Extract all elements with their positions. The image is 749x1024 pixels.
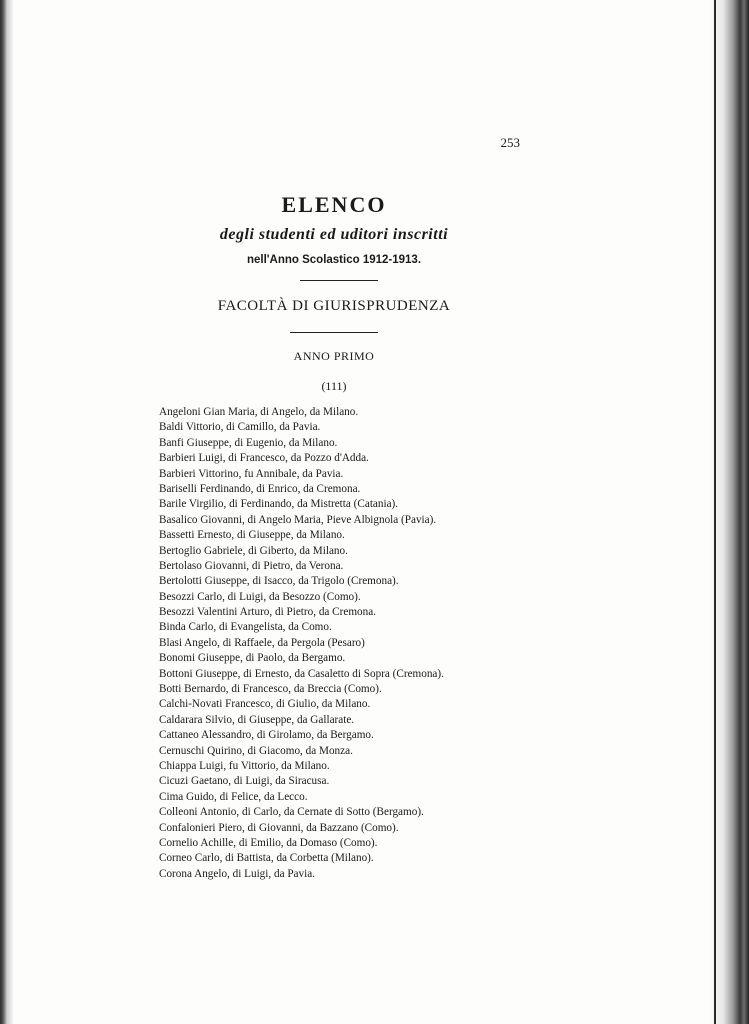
- student-entry: Bertolotti Giuseppe, di Isacco, da Trigolo (Cremona).: [159, 575, 399, 588]
- divider-rule-top: [300, 280, 378, 281]
- student-entry: Banfi Giuseppe, di Eugenio, da Milano.: [159, 436, 338, 449]
- student-entry: Chiappa Luigi, fu Vittorio, da Milano.: [159, 759, 330, 772]
- page-right-fold-line: [714, 0, 716, 1024]
- student-entry: Cattaneo Alessandro, di Girolamo, da Bergamo.: [159, 729, 374, 742]
- student-entry: Blasi Angelo, di Raffaele, da Pergola (Pesaro): [159, 636, 365, 649]
- student-count: (111): [321, 379, 347, 393]
- student-entry: Caldarara Silvio, di Giuseppe, da Gallarate.: [159, 713, 355, 726]
- student-entry: Confalonieri Piero, di Giovanni, da Bazzano (Como).: [159, 821, 399, 834]
- student-entry: Angeloni Gian Maria, di Angelo, da Milano.: [159, 406, 359, 418]
- student-entry: Calchi-Novati Francesco, di Giulio, da Milano.: [159, 698, 371, 711]
- student-entry: Baldi Vittorio, di Camillo, da Pavia.: [159, 421, 321, 434]
- student-entry: Barbieri Vittorino, fu Annibale, da Pavia.: [159, 467, 344, 480]
- page-number: 253: [500, 135, 520, 150]
- student-entry: Binda Carlo, di Evangelista, da Como.: [159, 621, 332, 634]
- student-entry: Botti Bernardo, di Francesco, da Breccia (Como).: [159, 683, 382, 696]
- student-entry: Cernuschi Quirino, di Giacomo, da Monza.: [159, 744, 353, 757]
- academic-year-line: nell'Anno Scolastico 1912-1913.: [246, 254, 422, 266]
- student-entry: Bonomi Giuseppe, di Paolo, da Bergamo.: [159, 652, 346, 665]
- student-entry: Colleoni Antonio, di Carlo, da Cernate di Sotto (Bergamo).: [159, 806, 424, 819]
- page-subtitle: degli studenti ed uditori inscritti: [219, 226, 449, 243]
- student-entry: Bertoglio Gabriele, di Giberto, da Milano.: [159, 544, 348, 557]
- divider-rule-bottom: [290, 332, 378, 333]
- page-left-edge-shadow: [0, 0, 14, 1024]
- student-entry: Bertolaso Giovanni, di Pietro, da Verona.: [159, 559, 344, 572]
- student-entry: Besozzi Carlo, di Luigi, da Besozzo (Como).: [159, 590, 361, 603]
- page-title: ELENCO: [281, 192, 387, 217]
- student-entry: Besozzi Valentini Arturo, di Pietro, da Cremona.: [159, 606, 376, 619]
- student-entry: Cornelio Achille, di Emilio, da Domaso (Como).: [159, 836, 378, 849]
- faculty-heading: FACOLTÀ DI GIURISPRUDENZA: [217, 298, 451, 314]
- student-entry: Barile Virgilio, di Ferdinando, da Mistretta (Catania).: [159, 498, 399, 511]
- student-entry: Cicuzi Gaetano, di Luigi, da Siracusa.: [159, 775, 330, 788]
- student-entry: Bassetti Ernesto, di Giuseppe, da Milano.: [159, 529, 345, 542]
- student-entry: Bottoni Giuseppe, di Ernesto, da Casaletto di Sopra (Cremona).: [159, 667, 444, 680]
- student-entry: Bariselli Ferdinando, di Enrico, da Cremona.: [159, 482, 361, 495]
- student-entry: Barbieri Luigi, di Francesco, da Pozzo d'Adda.: [159, 452, 369, 465]
- student-entry: Cima Guido, di Felice, da Lecco.: [159, 790, 308, 803]
- year-heading: ANNO PRIMO: [293, 349, 375, 363]
- student-entry: Corneo Carlo, di Battista, da Corbetta (Milano).: [159, 852, 374, 865]
- student-entry: Basalico Giovanni, di Angelo Maria, Pieve Albignola (Pavia).: [159, 513, 437, 526]
- student-list: [159, 405, 699, 882]
- student-entry: Corona Angelo, di Luigi, da Pavia.: [159, 867, 315, 880]
